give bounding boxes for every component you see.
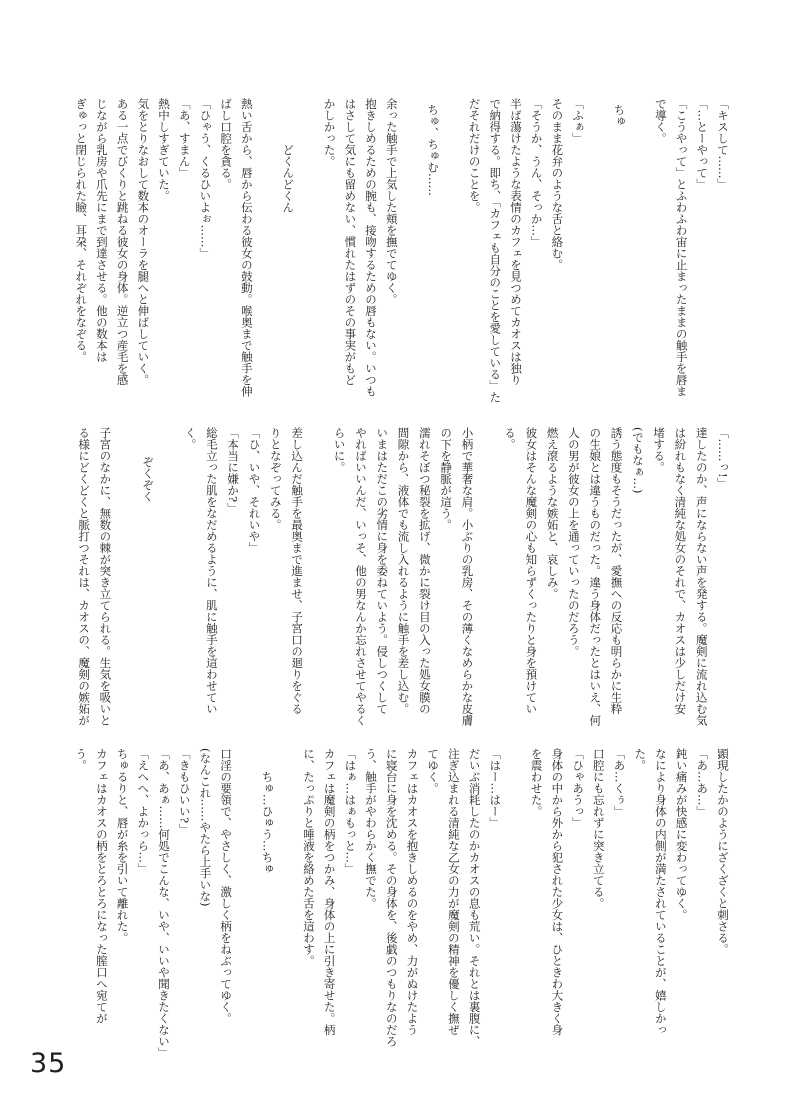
text-line: だいぶ消耗したのかカオスの息も荒い。それとは裏腹に、 — [467, 748, 482, 1047]
blank-line — [477, 427, 498, 727]
text-line: 「キスして……」 — [716, 98, 730, 190]
text-line: 身体の中から外から犯された少女は、ひときわ大きく身 — [550, 748, 565, 1036]
blank-line — [588, 98, 609, 398]
text-line: (でもなぁ…) — [630, 427, 645, 494]
text-line: 半ば蕩けたような表情のカフェを見つめてカオスは独り — [508, 98, 523, 386]
text-line: カフェは魔剣の柄をつかみ、身体の上に引き寄せた。柄 — [322, 748, 337, 1036]
text-line: 間隙から、液体でも流し入れるように触手を差し込む。 — [396, 427, 411, 715]
blank-line — [443, 98, 464, 398]
text-line: 「……っ!」 — [716, 427, 730, 490]
text-line: 達したのか、声にならない声を発する。魔剣に流れ込む気 — [694, 427, 709, 726]
text-line: 「ひゃあうっ」 — [571, 748, 586, 829]
text-line: ちゅ、ちゅむ…… — [426, 103, 441, 196]
blank-line — [298, 98, 319, 398]
blank-line — [278, 748, 299, 1048]
text-line: 「本当に嫌か?」 — [226, 427, 241, 514]
text-line: カフェはカオスを抱きしめるのをやめ、力がぬけたよう — [405, 748, 420, 1036]
text-line: 「はー…はー」 — [488, 748, 503, 829]
blank-line — [115, 427, 136, 727]
text-line: 余った触手で上気した頬を撫でてゆく。 — [384, 98, 399, 305]
text-block-top — [71, 98, 734, 403]
text-block-bottom — [71, 748, 734, 1059]
text-line: 熱い舌から、唇から伝わる彼女の鼓動。喉奥まで触手を伸 — [239, 98, 254, 397]
text-line: 総毛立った肌をなだめるように、肌に触手を這わせてい — [204, 427, 219, 715]
text-line: た。 — [633, 748, 648, 771]
text-line: カフェはカオスの柄をとろとろになった膣口へ宛てが — [94, 748, 109, 1024]
blank-line — [236, 748, 257, 1048]
text-line: 「きもひいい?」 — [177, 748, 192, 835]
text-line: 顕現したかのようにざくざくと刺さる。 — [716, 748, 730, 955]
text-line: ある一点でびくりと跳ねる彼女の身体。逆立つ産毛を感 — [115, 98, 130, 386]
text-line: に、たっぷりと唾液を絡めた舌を這わす。 — [301, 748, 316, 967]
text-line: ばし口腔を貪る。 — [219, 98, 234, 190]
blank-line — [505, 748, 526, 1048]
text-line: じながら乳房や爪先にまで到達させる。他の数本は — [94, 98, 109, 363]
text-line: かしかった。 — [322, 98, 337, 167]
text-line: 「あ、あぁ……何処でこんな、いや、いいや聞きたくない」 — [157, 748, 172, 1059]
text-line: どくんどくん — [281, 144, 296, 213]
text-line: 差し込んだ触手を最奥まで進ませ、子宮口の廻りをぐる — [290, 427, 305, 715]
text-line: 「…とーやって」 — [695, 98, 710, 190]
text-line: 「そうか、うん、そっか…」 — [529, 98, 544, 248]
blank-line — [158, 427, 179, 727]
text-line: なにより身体の内側が満たされていることが、嬉しかっ — [653, 748, 668, 1036]
text-line: 彼女はそんな魔剣の心も知らずくったりと身を預けてい — [524, 427, 539, 715]
text-line: は紛れもなく清純な処女のそれで、カオスは少しだけ安 — [673, 427, 688, 715]
text-line: 人の男が彼女の上を通っていったのだろう。 — [566, 427, 581, 657]
text-line: 「ひゃう、くるひいよぉ……」 — [198, 98, 213, 259]
text-line: 鈍い痛みが快感に変わってゆく。 — [674, 748, 689, 921]
text-line: やればいいんだ、いっそ、他の男なんか忘れさせてやるく — [353, 427, 368, 726]
text-line: 「あ…くぅ」 — [612, 748, 627, 817]
text-line: 口淫の要領で、やさしく、激しく柄をねぶってゆく。 — [219, 748, 234, 1024]
text-line: 「ふぁ」 — [571, 98, 586, 144]
text-line: る。 — [503, 427, 518, 450]
text-line: 「はぁ…はぁもっと…」 — [343, 748, 358, 875]
text-line: 「こうやって」とふわふわ宙に止まったままの触手を唇ま — [674, 98, 689, 397]
text-line: ちゅるりと、唇が糸を引いて離れた。 — [115, 748, 130, 944]
text-line: ぎゅっと閉じられた瞼、耳朶、それぞれをなぞる。 — [74, 98, 89, 363]
text-line: 気をとりなおして数本のオーラを腿へと伸ばしていく。 — [136, 98, 151, 386]
text-line: う、触手がやわらかく撫でた。 — [364, 748, 379, 909]
text-line: ちゅ — [612, 103, 627, 127]
text-line: で導く。 — [653, 98, 668, 144]
text-line: る様にどくどくと脈打つそれは、カオスの、魔剣の嫉妬が — [77, 427, 92, 726]
text-line: を震わせた。 — [529, 748, 544, 817]
text-line: で納得する。即ち、「カフェも自分のことを愛している」た — [488, 98, 503, 403]
text-line: ぞくぞく — [140, 455, 155, 502]
text-line: だそれだけのことを。 — [467, 98, 482, 213]
text-line: 小柄で華奢な肩。小ぶりの乳房、その薄くなめらかな皮膚 — [460, 427, 475, 726]
text-line: 「あ…あ…」 — [695, 748, 710, 817]
text-line: 堵する。 — [652, 427, 667, 473]
text-line: う。 — [74, 748, 89, 771]
text-line: そのまま花弁のような舌と絡む。 — [550, 98, 565, 271]
blank-line — [307, 427, 328, 727]
text-line: 熱中しすぎていた。 — [157, 98, 172, 202]
text-line: の生娘とは違うものだった。違う身体だったとはいえ、何 — [588, 427, 603, 726]
text-line: てゆく。 — [426, 748, 441, 794]
text-line: 口腔にも忘れずに突き立てる。 — [591, 748, 606, 909]
text-line: らいに。 — [332, 427, 347, 473]
text-line: 「あ、すまん」 — [177, 98, 192, 179]
text-line: 子宮のなかに、無数の棘が突き立てられる。生気を吸いと — [98, 427, 113, 726]
text-line: (なんこれ……やたら上手いな) — [198, 748, 213, 907]
text-line: 抱きしめるための腕も、接吻するための唇もない。いつも — [364, 98, 379, 397]
text-line: ちゅ…ひゅう…ちゅ — [260, 771, 275, 875]
page-number: 35 — [30, 1048, 67, 1079]
text-line: に寝台に身を沈める。その身体を、後戯のつもりなのだろ — [384, 748, 399, 1047]
text-line: の下を静脈が這う。 — [439, 427, 454, 531]
text-line: はさして気にも留めない、慣れたはずのその事実がもど — [343, 98, 358, 386]
text-line: いまはただこの劣情に身を委ねていよう。侵しつくして — [375, 427, 390, 715]
text-line: りとなぞってみる。 — [268, 427, 283, 531]
text-line: 「ひ、いや、それいや」 — [247, 427, 262, 554]
text-line: 誘う態度もそうだったが、愛撫への反応も明らかに生粋 — [609, 427, 624, 715]
blank-line — [629, 98, 650, 398]
text-line: 濡れそぼつ秘裂を拡げ、微かに裂け目の入った処女膜の — [417, 427, 432, 715]
text-line: 「えへへ、よかっら…」 — [136, 748, 151, 875]
text-line: く。 — [183, 427, 198, 450]
text-block-middle — [73, 427, 733, 727]
blank-line — [402, 98, 423, 398]
text-line: 燃え滾るような嫉妬と、哀しみ。 — [545, 427, 560, 600]
blank-line — [257, 98, 278, 398]
text-line: 注ぎ込まれる清純な乙女の力が魔剣の精神を優しく撫ぜ — [446, 748, 461, 1036]
